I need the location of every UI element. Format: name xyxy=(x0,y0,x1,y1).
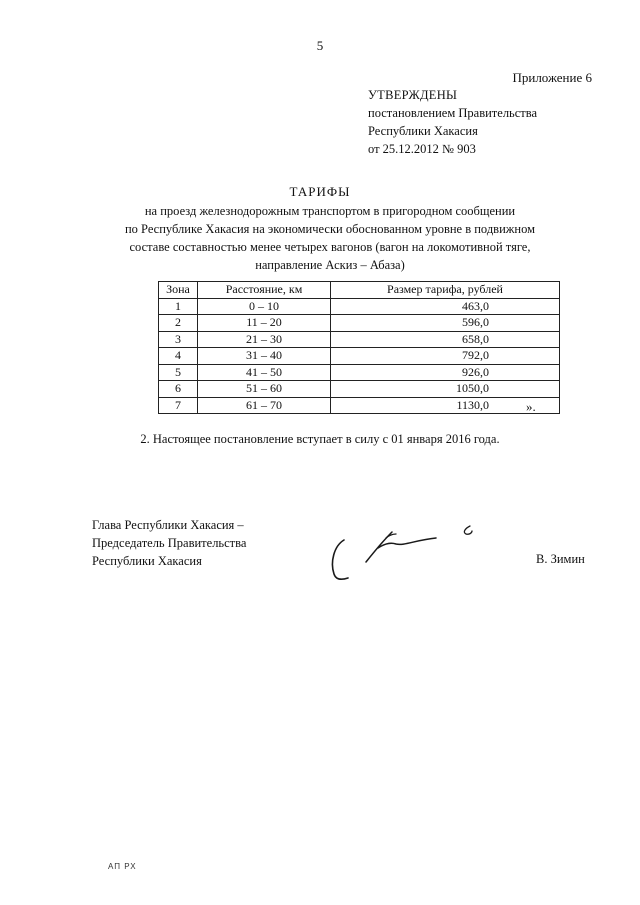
closing-quote: ». xyxy=(526,399,536,414)
cell-zone: 4 xyxy=(159,348,198,365)
cell-fare: 926,0 xyxy=(331,364,560,381)
cell-fare: 1050,0 xyxy=(331,381,560,398)
table-row xyxy=(159,331,560,348)
cell-distance: 31 – 40 xyxy=(198,348,331,365)
cell-zone: 3 xyxy=(159,331,198,348)
header-distance: Расстояние, км xyxy=(198,282,331,299)
document-subtitle xyxy=(100,202,560,274)
cell-zone: 2 xyxy=(159,315,198,332)
handwritten-signature xyxy=(326,522,486,586)
cell-fare: 1130,0 xyxy=(331,397,560,414)
document-code: АП РХ xyxy=(108,862,137,871)
cell-fare: 596,0 xyxy=(331,315,560,332)
table-row xyxy=(159,315,560,332)
document-title: ТАРИФЫ xyxy=(289,184,351,199)
cell-zone: 1 xyxy=(159,298,198,315)
subtitle-line: на проезд железнодорожным транспортом в пригородном сообщении xyxy=(144,204,516,218)
cell-distance: 21 – 30 xyxy=(198,331,331,348)
header-fare: Размер тарифа, рублей xyxy=(331,282,560,299)
table-header-row xyxy=(159,282,560,299)
page-number: 5 xyxy=(316,38,324,53)
cell-distance: 0 – 10 xyxy=(198,298,331,315)
cell-zone: 6 xyxy=(159,381,198,398)
signer-title-line: Глава Республики Хакасия – xyxy=(92,518,244,532)
appendix-label: Приложение 6 xyxy=(512,70,592,85)
signer-title xyxy=(92,516,246,570)
subtitle-line: по Республике Хакасия на экономически обоснованном уровне в подвижном xyxy=(124,222,536,236)
subtitle-line: составе составностью менее четырех вагонов (вагон на локомотивной тяге, xyxy=(129,240,531,254)
cell-distance: 11 – 20 xyxy=(198,315,331,332)
subtitle-line: направление Аскиз – Абаза) xyxy=(255,258,405,272)
signer-name: В. Зимин xyxy=(536,552,585,566)
table-row xyxy=(159,397,560,414)
approved-heading: УТВЕРЖДЕНЫ xyxy=(368,88,458,102)
signer-title-line: Республики Хакасия xyxy=(92,554,202,568)
cell-fare: 792,0 xyxy=(331,348,560,365)
cell-zone: 5 xyxy=(159,364,198,381)
signer-title-line: Председатель Правительства xyxy=(92,536,247,550)
effective-date-clause: 2. Настоящее постановление вступает в силу с 01 января 2016 года. xyxy=(140,432,500,446)
approval-block xyxy=(368,86,537,158)
approval-line: постановлением Правительства xyxy=(368,106,538,120)
cell-distance: 61 – 70 xyxy=(198,397,331,414)
table-row xyxy=(159,381,560,398)
cell-fare: 658,0 xyxy=(331,331,560,348)
header-zone: Зона xyxy=(159,282,198,299)
cell-zone: 7 xyxy=(159,397,198,414)
approval-line: Республики Хакасия xyxy=(368,124,478,138)
cell-distance: 41 – 50 xyxy=(198,364,331,381)
table-row xyxy=(159,348,560,365)
table-row xyxy=(159,298,560,315)
approval-line: от 25.12.2012 № 903 xyxy=(368,142,476,156)
table-row xyxy=(159,364,560,381)
cell-distance: 51 – 60 xyxy=(198,381,331,398)
cell-fare: 463,0 xyxy=(331,298,560,315)
tariff-table xyxy=(158,281,560,414)
